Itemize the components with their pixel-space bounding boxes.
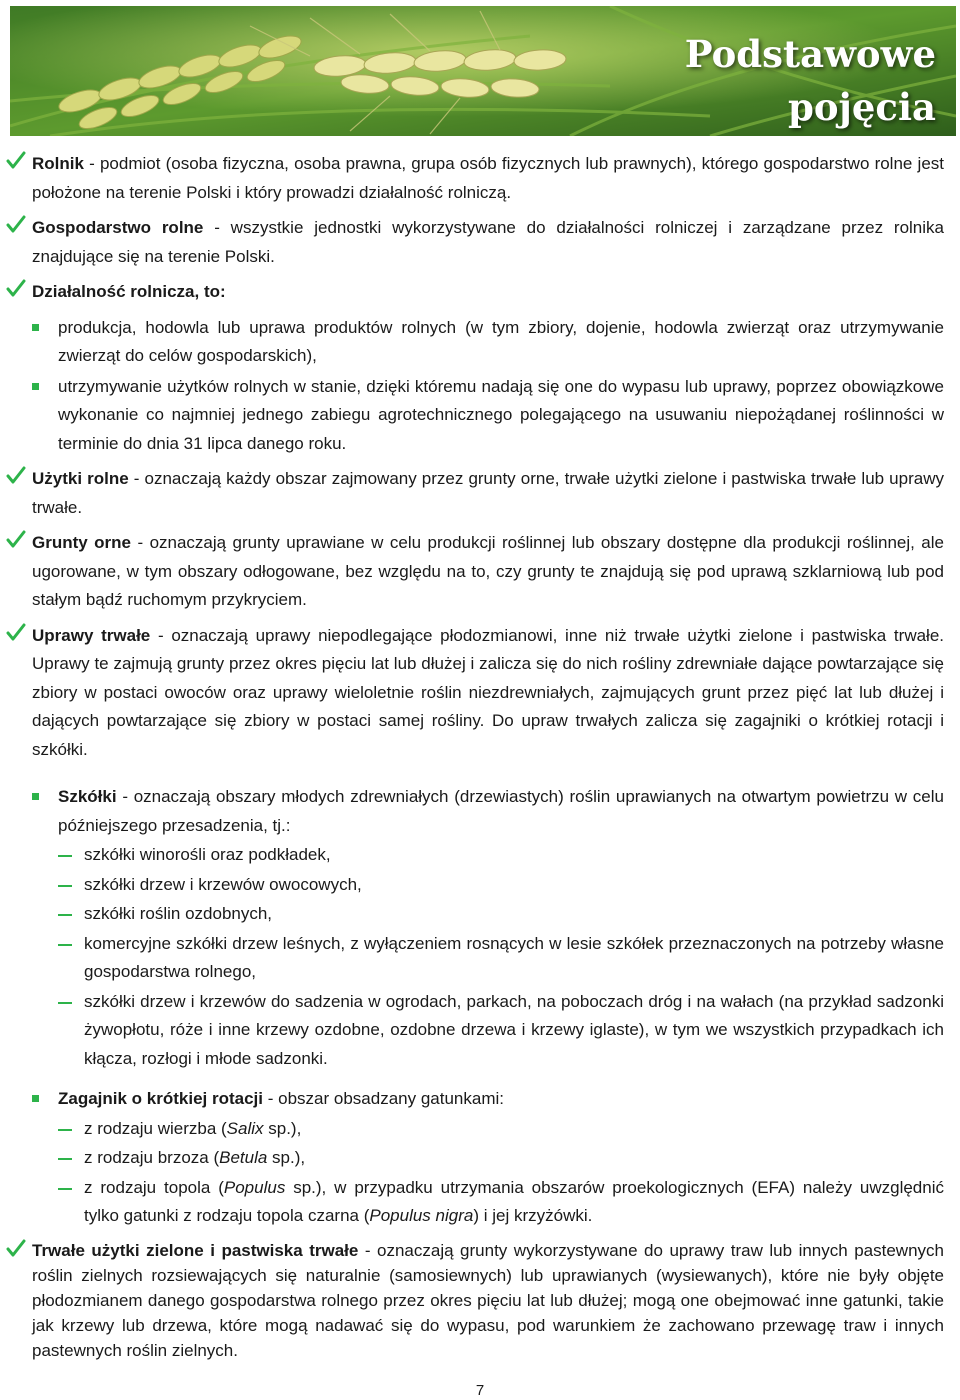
checkmark-icon: [6, 530, 26, 550]
definition: - wszystkie jednostki wykorzystywane do działalności rolniczej i zarządzane przez rolnika znajdujące się na terenie Polski.: [32, 218, 944, 266]
list-item: z rodzaju brzoza (Betula sp.),: [6, 1144, 944, 1173]
dash-bullet-icon: [58, 914, 72, 916]
term: Użytki rolne: [32, 469, 129, 488]
list-item: produkcja, hodowla lub uprawa produktów rolnych (w tym zbiory, dojenie, hodowla zwierząt oraz utrzymywanie zwierząt do celów gospodarskich),: [6, 314, 944, 371]
list-item: z rodzaju topola (Populus sp.), w przypadku utrzymania obszarów proekologicznych (EFA) należy uwzględnić tylko gatunki z rodzaju topola czarna (Populus nigra) i jej krzyżówki.: [6, 1174, 944, 1231]
list-item: komercyjne szkółki drzew leśnych, z wyłączeniem rosnących w lesie szkółek przeznaczonych na potrzeby własne gospodarstwa rolnego,: [6, 930, 944, 987]
header-banner: [10, 6, 956, 136]
page-title: [685, 28, 936, 134]
entry-uprawy: [6, 622, 944, 765]
list-item: szkółki winorośli oraz podkładek,: [6, 841, 944, 870]
square-bullet-icon: [32, 1095, 39, 1102]
definition: - oznaczają uprawy niepodlegające płodozmianowi, inne niż trwałe użytki zielone i pastwiska trwałe. Uprawy te zajmują grunty przez okres pięciu lat lub dłużej i zalicza się do nich rośliny zdrewniałe dające powtarzające się zbiory w postaci owoców oraz uprawy wieloletnie roślin niezdrewniałych, zajmujących grunt przez pięć lat lub dłużej i dających powtarzające się zbiory w postaci samej rośliny. Do upraw trwałych zalicza się zagajniki o krótkiej rotacji i szkółki.: [32, 625, 945, 759]
definition: - obszar obsadzany gatunkami:: [263, 1089, 504, 1108]
dash-bullet-icon: [58, 1129, 72, 1131]
term: Gospodarstwo rolne: [32, 218, 204, 237]
entry-uzytki: [6, 465, 944, 522]
content: [6, 150, 944, 1370]
definition: - podmiot (osoba fizyczna, osoba prawna, grupa osób fizycznych lub prawnych), którego gospodarstwo rolne jest położone na terenie Polski i który prowadzi działalność rolniczą.: [32, 154, 944, 202]
entry-grunty: [6, 529, 944, 615]
entry-zagajnik: [6, 1085, 944, 1114]
entry-trwale: [6, 1238, 944, 1363]
list-item: szkółki drzew i krzewów do sadzenia w ogrodach, parkach, na poboczach dróg i na wałach (na przykład sadzonki żywopłotu, róże i inne krzewy ozdobne, ozdobne drzewa i krzewy iglaste), w tym we wszystkich przypadkach ich kłącza, rozłogi i młode sadzonki.: [6, 988, 944, 1074]
dash-bullet-icon: [58, 1158, 72, 1160]
checkmark-icon: [6, 623, 26, 643]
checkmark-icon: [6, 1239, 26, 1259]
term: Trwałe użytki zielone i pastwiska trwałe: [32, 1240, 359, 1260]
entry-szkolki: [6, 783, 944, 840]
page-number: 7: [475, 1382, 485, 1399]
list-item: z rodzaju wierzba (Salix sp.),: [6, 1115, 944, 1144]
list-item: szkółki roślin ozdobnych,: [6, 900, 944, 929]
entry-gospodarstwo: [6, 214, 944, 271]
dash-bullet-icon: [58, 855, 72, 857]
definition: - oznaczają każdy obszar zajmowany przez grunty orne, trwałe użytki zielone i pastwiska trwałe lub uprawy trwałe.: [32, 469, 944, 517]
term: Zagajnik o krótkiej rotacji: [58, 1089, 264, 1108]
term: Szkółki: [58, 787, 117, 806]
entry-rolnik: [6, 150, 944, 207]
title-line-2: pojęcia: [787, 85, 936, 129]
term: Rolnik: [32, 154, 84, 173]
term: Uprawy trwałe: [32, 625, 151, 645]
dash-bullet-icon: [58, 885, 72, 887]
dash-bullet-icon: [58, 1002, 72, 1004]
entry-dzialalnosc: [6, 278, 944, 307]
term: Działalność rolnicza, to:: [32, 282, 226, 301]
definition: - oznaczają obszary młodych zdrewniałych (drzewiastych) roślin uprawianych na otwartym powietrzu w celu późniejszego przesadzenia, tj.:: [58, 787, 944, 835]
square-bullet-icon: [32, 324, 39, 331]
square-bullet-icon: [32, 793, 39, 800]
term: Grunty orne: [32, 533, 132, 552]
checkmark-icon: [6, 279, 26, 299]
definition: - oznaczają grunty wykorzystywane do uprawy traw lub innych pastewnych roślin zielnych rozsiewających się naturalnie (samosiewnych) lub uprawianych (wysiewanych), które nie były objęte płodozmianem danego gospodarstwa rolnego przez okres pięciu lat lub dłużej; mogą one obejmować inne gatunki, takie jak krzewy lub drzewa, które mogą nadawać się do wypasu, pod warunkiem że zachowano przewagę traw i innych pastewnych roślin zielnych.: [32, 1240, 944, 1360]
square-bullet-icon: [32, 383, 39, 390]
checkmark-icon: [6, 215, 26, 235]
definition: - oznaczają grunty uprawiane w celu produkcji roślinnej lub obszary dostępne dla produkcji roślinnej, ale ugorowane, w tym obszary odłogowane, bez względu na to, czy grunty te znajdują się pod uprawą szklarniową lub pod stałym bądź ruchomym przykryciem.: [32, 533, 944, 609]
list-item: utrzymywanie użytków rolnych w stanie, dzięki któremu nadają się one do wypasu lub uprawy, poprzez obowiązkowe wykonanie co najmniej jednego zabiegu agrotechnicznego polegającego na usuwaniu niepożądanej roślinności w terminie do dnia 31 lipca danego roku.: [6, 373, 944, 459]
checkmark-icon: [6, 466, 26, 486]
dash-bullet-icon: [58, 1188, 72, 1190]
list-item: szkółki drzew i krzewów owocowych,: [6, 871, 944, 900]
dash-bullet-icon: [58, 944, 72, 946]
checkmark-icon: [6, 151, 26, 171]
title-line-1: Podstawowe: [684, 32, 936, 76]
